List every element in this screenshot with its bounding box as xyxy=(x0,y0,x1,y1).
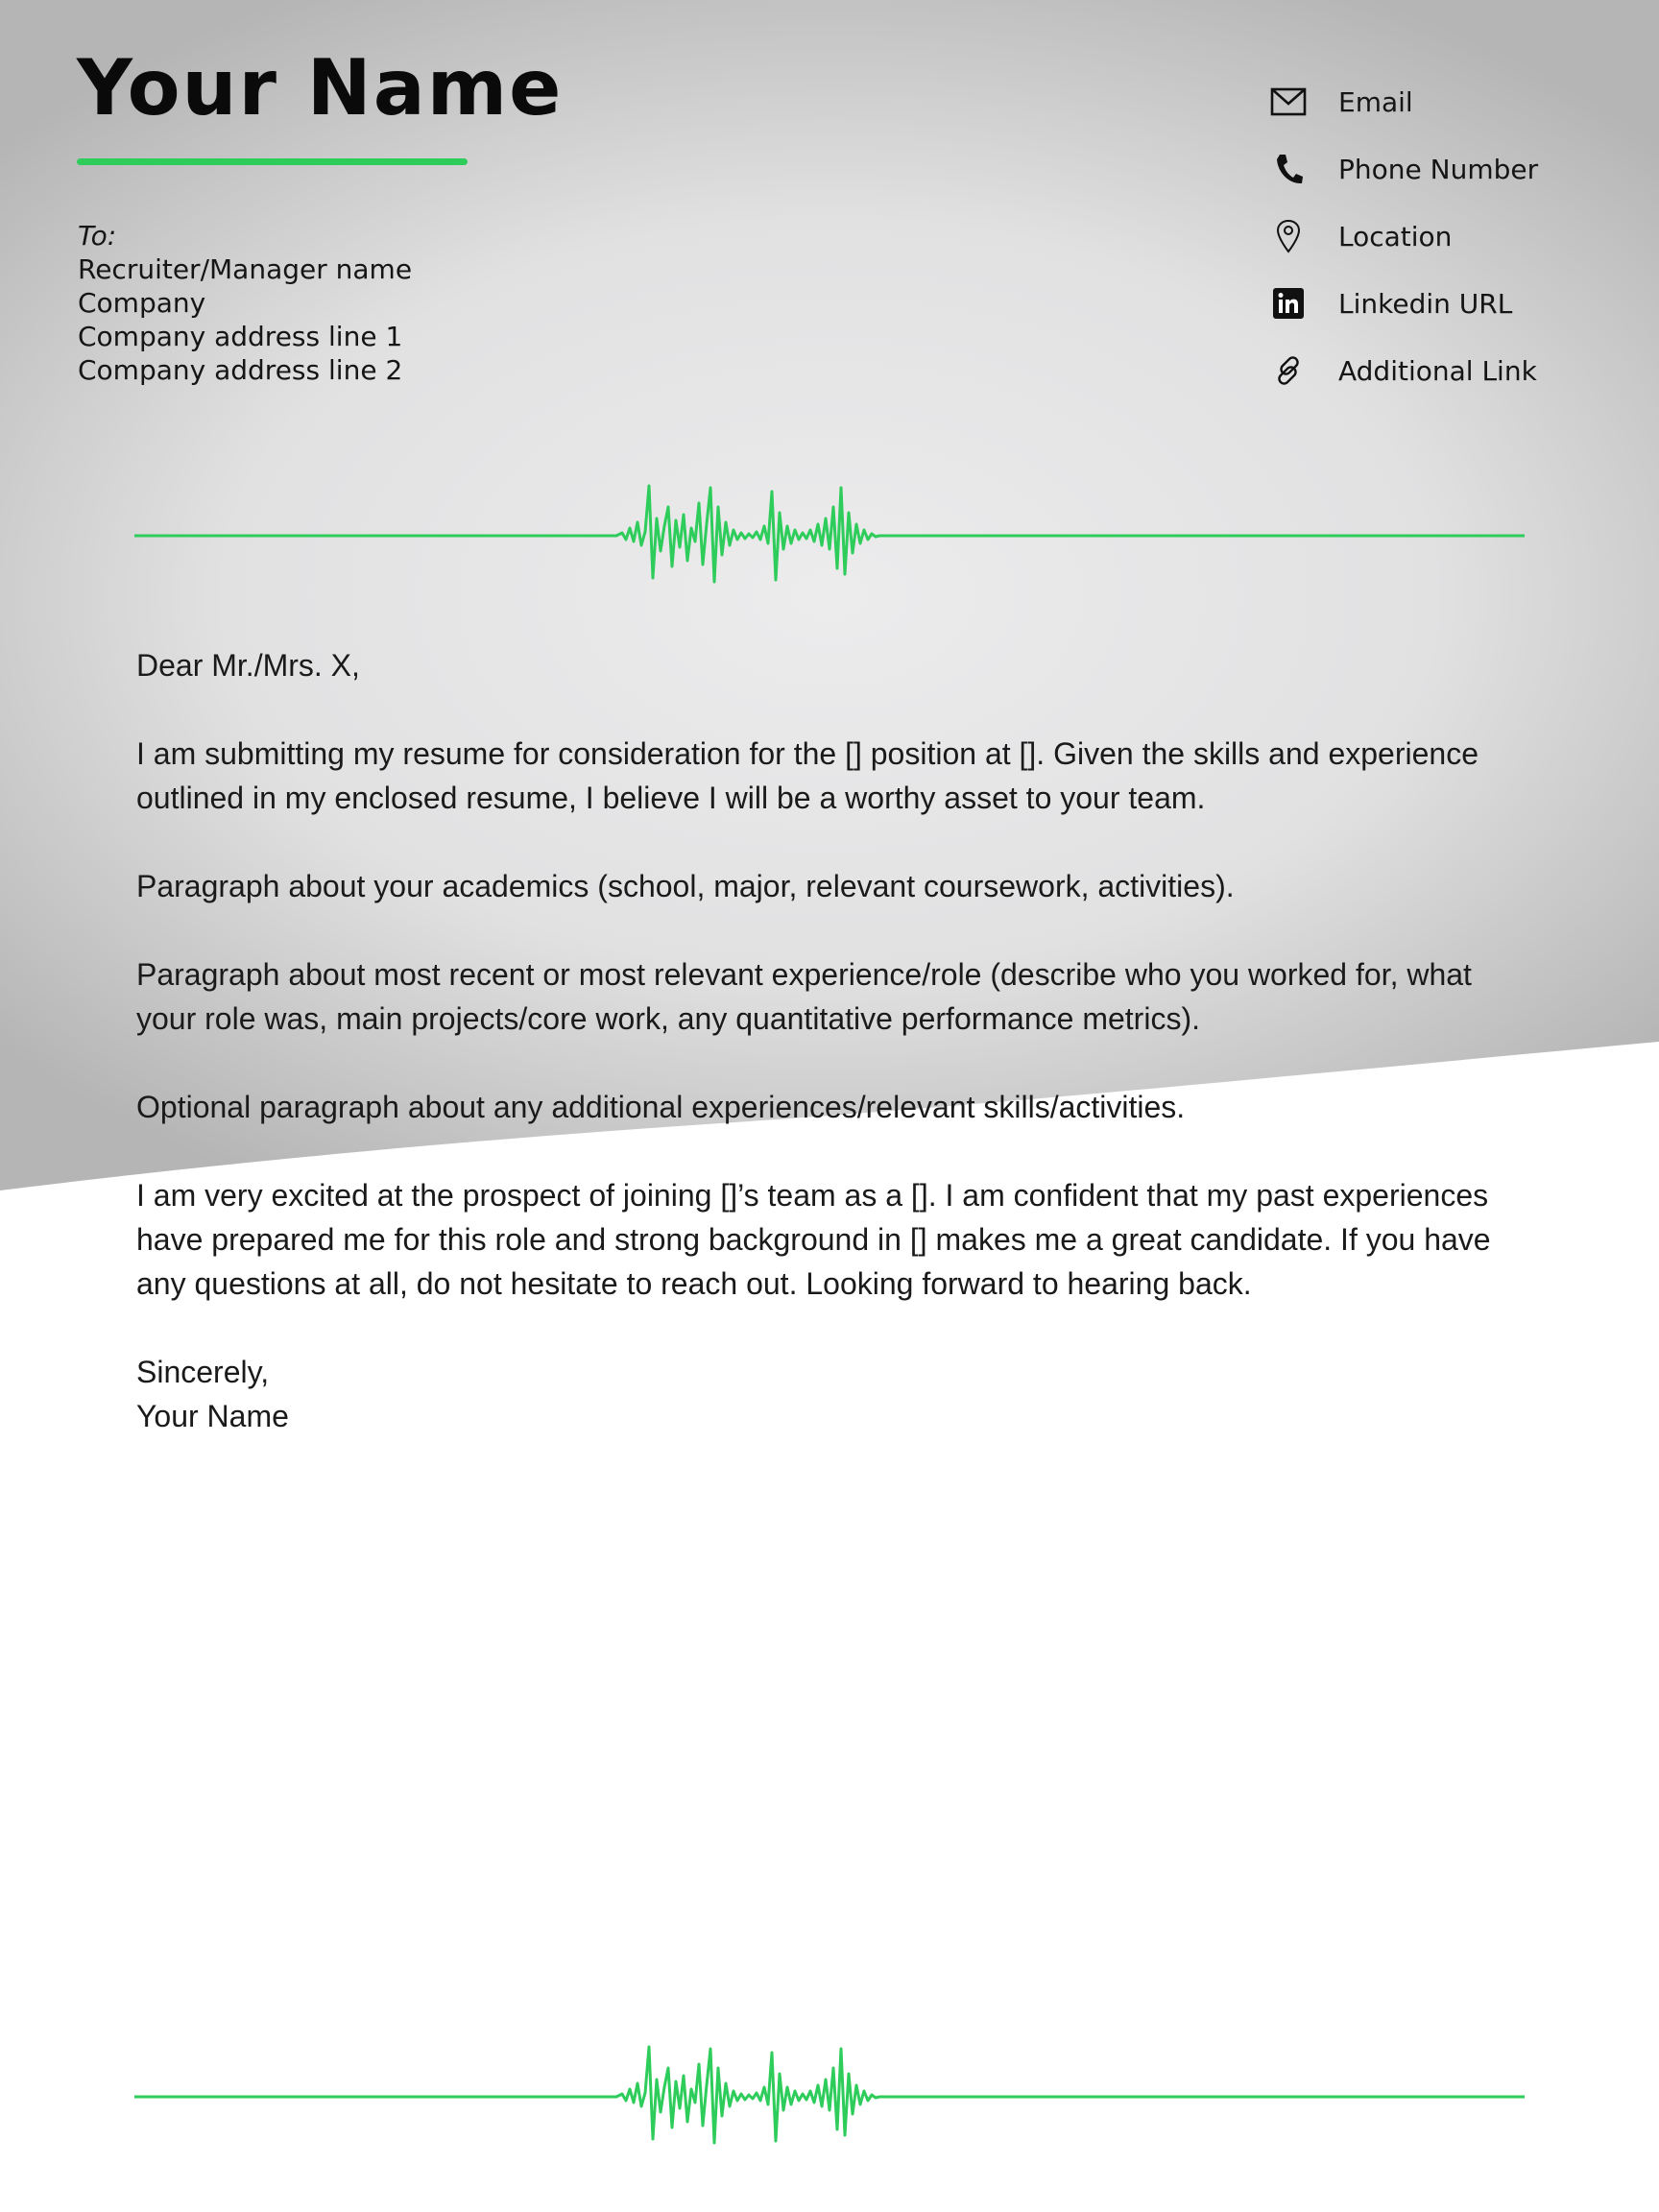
contact-phone[interactable] xyxy=(1269,148,1539,190)
location-pin-icon xyxy=(1269,217,1308,255)
heartbeat-divider-bottom xyxy=(134,2044,1525,2150)
contact-email[interactable] xyxy=(1269,81,1413,123)
recipient-name: Recruiter/Manager name xyxy=(78,253,413,285)
recipient-block xyxy=(78,219,412,387)
link-icon xyxy=(1269,351,1308,390)
heartbeat-line-top xyxy=(134,486,1525,582)
letter-body xyxy=(136,643,1538,1438)
letter-greeting: Dear Mr./Mrs. X, xyxy=(136,648,360,683)
heartbeat-line-bottom xyxy=(134,2047,1525,2143)
contact-email-label: Email xyxy=(1338,85,1413,118)
heartbeat-divider-top xyxy=(134,483,1525,589)
linkedin-icon xyxy=(1269,284,1308,323)
contact-additional-link[interactable] xyxy=(1269,349,1537,392)
recipient-to-label: To: xyxy=(78,220,117,252)
envelope-icon xyxy=(1269,83,1308,121)
phone-icon xyxy=(1269,150,1308,188)
recipient-company: Company xyxy=(78,287,206,319)
contact-additional-link-label: Additional Link xyxy=(1338,354,1537,387)
applicant-name: Your Name xyxy=(77,43,564,132)
recipient-address-line-1: Company address line 1 xyxy=(78,321,403,352)
letter-paragraph-5: I am very excited at the prospect of joining []’s team as a []. I am confident that my past experiences have prepared me for this role and strong background in [] makes me a great candidate. If you have any questions at all, do not hesitate to reach out. Looking forward to hearing back. xyxy=(136,1178,1491,1301)
contact-linkedin[interactable] xyxy=(1269,282,1513,325)
letter-signature: Your Name xyxy=(136,1399,289,1433)
letter-closing: Sincerely, xyxy=(136,1355,270,1389)
recipient-address-line-2: Company address line 2 xyxy=(78,354,403,386)
contact-location[interactable] xyxy=(1269,215,1453,257)
name-underline xyxy=(77,158,468,165)
contact-linkedin-label: Linkedin URL xyxy=(1338,287,1513,320)
letter-paragraph-4: Optional paragraph about any additional experiences/relevant skills/activities. xyxy=(136,1090,1186,1124)
contact-phone-label: Phone Number xyxy=(1338,153,1539,185)
contact-location-label: Location xyxy=(1338,220,1453,252)
letter-paragraph-3: Paragraph about most recent or most relevant experience/role (describe who you worked for, what your role was, main projects/core work, any quantitative performance metrics). xyxy=(136,957,1472,1036)
letter-paragraph-1: I am submitting my resume for consideration for the [] position at []. Given the skills and experience outlined in my enclosed resume, I believe I will be a worthy asset to your team. xyxy=(136,736,1479,815)
letter-paragraph-2: Paragraph about your academics (school, major, relevant coursework, activities). xyxy=(136,869,1235,903)
